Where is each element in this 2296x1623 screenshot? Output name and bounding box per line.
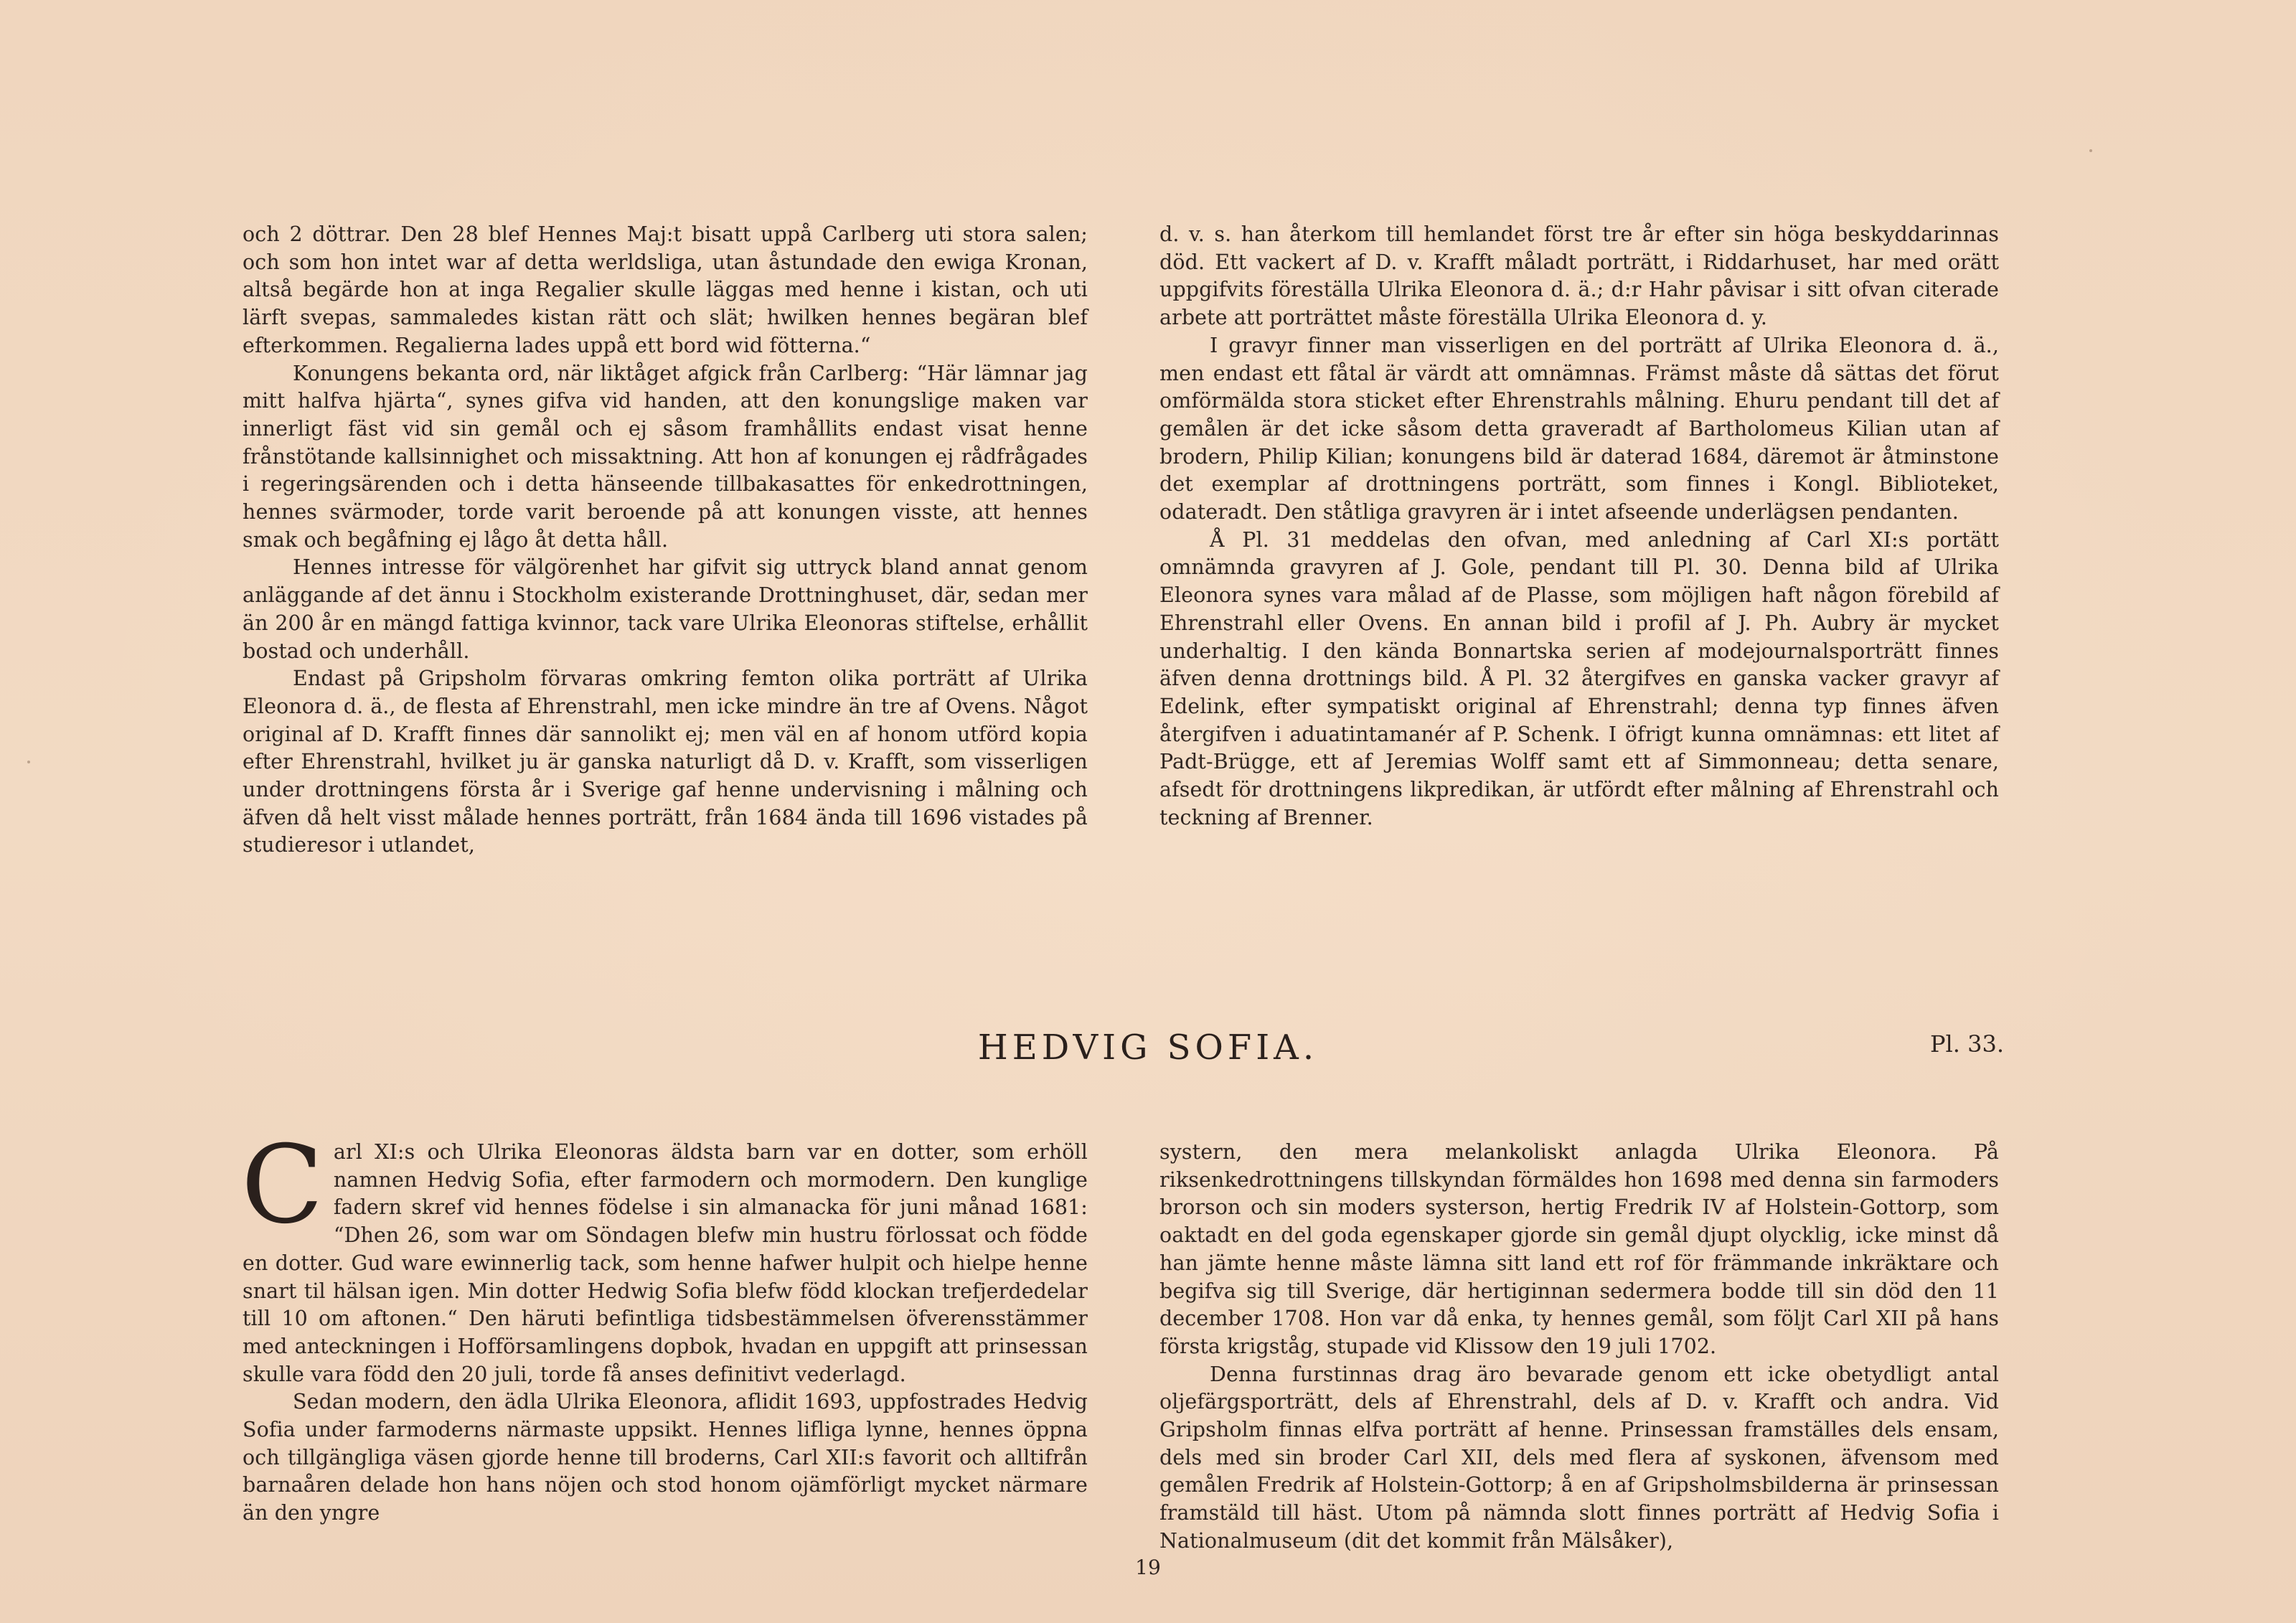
paper-speck	[27, 761, 30, 763]
paragraph	[241, 1123, 1088, 1388]
paragraph: Sedan modern, den ädla Ulrika Eleonora, aflidit 1693, uppfostrades Hedvig Sofia under farmoderns närmaste uppsikt. Hennes lifliga lynne, hennes öppna och tillgängliga väsen gjorde henne till broderns, Carl XII:s favorit och alltifrån barnaåren delade hon hans nöjen och stod honom ojämförligt mycket närmare än den yngre	[243, 1390, 1088, 1525]
section-title: HEDVIG SOFIA.	[977, 1027, 1319, 1068]
paragraph: Konungens bekanta ord, när liktåget afgick från Carlberg: “Här lämnar jag mitt halfva hjärta“, synes gifva vid handen, att den konungslige maken var innerligt fäst vid sin gemål och ej såsom framhållits endast visat henne frånstötande kallsinnighet och missaktning. Att hon af konungen ej rådfrågades i regeringsärenden och i detta hänseende tillbakasattes för enkedrottningen, hennes svärmoder, torde varit beroende på att konungen visste, att hennes smak och begåfning ej lågo åt detta håll.	[243, 361, 1088, 552]
page-number: 19	[1135, 1556, 1161, 1579]
paragraph: I gravyr finner man visserligen en del porträtt af Ulrika Eleonora d. ä., men endast ett fåtal är värdt att omnämnas. Främst måste då sättas det förut omförmälda stora sticket efter Ehrenstrahls målning. Ehuru pendant till det af gemålen är det icke såsom detta graveradt af Bartholomeus Kilian utan af brodern, Philip Kilian; konungens bild är daterad 1684, däremot är åtminstone det exemplar af drottningens porträtt, som finnes i Kongl. Biblioteket, odateradt. Den ståtliga gravyren är i intet afseende underlägsen pendanten.	[1159, 333, 1999, 524]
paragraph: och 2 döttrar. Den 28 blef Hennes Maj:t bisatt uppå Carlberg uti stora salen; och som hon intet war af detta werldsliga, utan åstundade den ewiga Kronan, altså begärde hon at inga Regalier skulle läggas med henne i kistan, och uti lärft svepas, sammaledes kistan rätt och slät; hwilken hennes begäran blef efterkommen. Regalierna lades uppå ett bord wid fötterna.“	[243, 222, 1088, 357]
paragraph: Denna furstinnas drag äro bevarade genom ett icke obetydligt antal oljefärgsporträtt, dels af Ehrenstrahl, dels af D. v. Krafft och andra. Vid Gripsholm finnas elfva porträtt af henne. Prinsessan framställes dels ensam, dels med sin broder Carl XII, dels med flera af syskonen, äfvensom med gemålen Fredrik af Holstein-Gottorp; å en af Gripsholmsbilderna är prinsessan framstäld till häst. Utom på nämnda slott finnes porträtt af Hedvig Sofia i Nationalmuseum (dit det kommit från Mälsåker),	[1159, 1362, 1999, 1553]
paragraph: Å Pl. 31 meddelas den ofvan, med anledning af Carl XI:s portätt omnämnda gravyren af J. Gole, pendant till Pl. 30. Denna bild af Ulrika Eleonora synes vara målad af de Plasse, som möjligen haft någon förebild af Ehrenstrahl eller Ovens. En annan bild i profil af J. Ph. Aubry är mycket underhaltig. I den kända Bonnartska serien af modejournalsporträtt finnes äfven denna drottnings bild. Å Pl. 32 återgifves en ganska vacker gravyr af Edelink, efter sympatiskt original af Ehrenstrahl; denna typ finnes äfven återgifven i aduatintamanér af P. Schenk. I öfrigt kunna omnämnas: ett litet af Padt-Brügge, ett af Jeremias Wolff samt ett af Simmonneau; detta senare, afsedt för drottningens likpredikan, är utfördt efter målning af Ehrenstrahl och teckning af Brenner.	[1159, 527, 1999, 829]
paper-speck	[2089, 149, 2092, 152]
bottom-right-column	[1159, 1139, 1999, 1556]
bottom-left-column	[241, 1123, 1088, 1528]
top-left-column	[243, 221, 1088, 860]
paragraph: Endast på Gripsholm förvaras omkring femton olika porträtt af Ulrika Eleonora d. ä., de flesta af Ehrenstrahl, men icke mindre än tre af Ovens. Något original af D. Krafft finnes där sannolikt ej; men väl en af honom utförd kopia efter Ehrenstrahl, hvilket ju är ganska naturligt då D. v. Krafft, som visserligen under drottningens första år i Sverige gaf henne undervisning i målning och äfven då helt visst målade hennes porträtt, från 1684 ända till 1696 vistades på studieresor i utlandet,	[243, 667, 1088, 857]
paragraph: systern, den mera melankoliskt anlagda Ulrika Eleonora. På riksenkedrottningens tillskyndan förmäldes hon 1698 med denna sin farmoders brorson och sin moders systerson, hertig Fredrik IV af Holstein-Gottorp, som oaktadt en del goda egenskaper gjorde sin gemål djupt olycklig, icke minst då han jämte henne måste lämna sitt land ett rof för främmande inkräktare och begifva sig till Sverige, där hertiginnan sedermera bodde till sin död den 11 december 1708. Hon var då enka, ty hennes gemål, som följt Carl XII på hans första krigståg, stupade vid Klissow den 19 juli 1702.	[1159, 1140, 1999, 1358]
drop-cap: C	[241, 1123, 324, 1248]
paragraph: d. v. s. han återkom till hemlandet först tre år efter sin höga beskyddarinnas död. Ett vackert af D. v. Krafft måladt porträtt, i Riddarhuset, har med orätt uppgifvits föreställa Ulrika Eleonora d. ä.; d:r Hahr påvisar i sitt ofvan citerade arbete att porträttet måste föreställa Ulrika Eleonora d. y.	[1159, 222, 1999, 330]
paragraph-text: arl XI:s och Ulrika Eleonoras äldsta barn var en dotter, som erhöll namnen Hedvig Sofia, efter farmodern och mormodern. Den kunglige fadern skref vid hennes födelse i sin almanacka för juni månad 1681: “Dhen 26, som war om Söndagen blefw min hustru förlossat och födde en dotter. Gud ware ewinnerlig tack, som henne hafwer hulpit och hielpe henne snart til hälsan igen. Min dotter Hedwig Sofia blefw född klockan trefjerdedelar till 10 om aftonen.“ Den häruti befintliga tidsbestämmelsen öfverensstämmer med anteckningen i Hofförsamlingens dopbok, hvadan en uppgift att prinsessan skulle vara född den 20 juli, torde få anses definitivt vederlagd.	[243, 1140, 1088, 1386]
top-right-column	[1159, 221, 1999, 832]
plate-reference: Pl. 33.	[1930, 1030, 2004, 1058]
paragraph: Hennes intresse för välgörenhet har gifvit sig uttryck bland annat genom anläggande af det ännu i Stockholm existerande Drottninghuset, där, sedan mer än 200 år en mängd fattiga kvinnor, tack vare Ulrika Eleonoras stiftelse, erhållit bostad och underhåll.	[243, 555, 1088, 663]
